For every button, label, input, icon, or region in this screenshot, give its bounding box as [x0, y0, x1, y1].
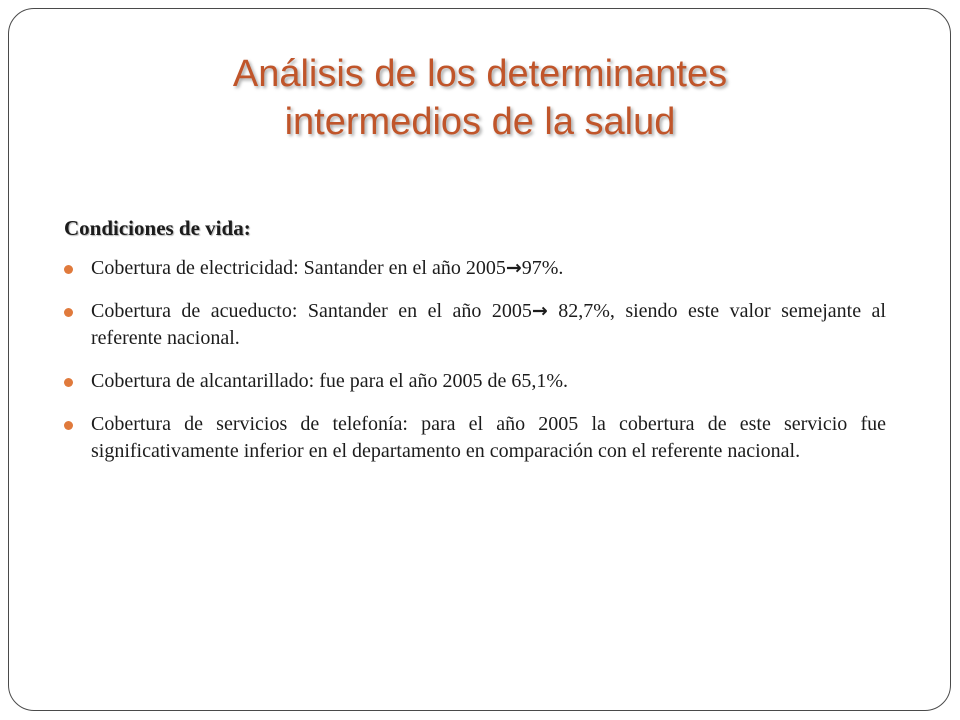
bullet-dot-icon: [64, 378, 73, 387]
bullet-list: [64, 255, 886, 465]
bullet-item-telephony: [64, 411, 886, 465]
bullet-text-after-arrow: 97%.: [521, 257, 564, 279]
section-subheading: Condiciones de vida:: [64, 216, 251, 240]
bullet-item-aqueduct: [64, 298, 886, 352]
bullet-text-before-arrow: Cobertura de acueducto: Santander en el año 2005: [91, 300, 532, 322]
title-line-2: intermedios de la salud: [284, 101, 676, 143]
slide-title: [0, 50, 960, 146]
bullet-item-sewerage: [64, 368, 886, 395]
bullet-dot-icon: [64, 421, 73, 430]
right-arrow-icon: →: [505, 257, 522, 279]
bullet-dot-icon: [64, 308, 73, 317]
bullet-dot-icon: [64, 265, 73, 274]
right-arrow-icon: →: [531, 300, 548, 322]
bullet-text-before-arrow: Cobertura de electricidad: Santander en el año 2005: [91, 257, 506, 279]
title-line-1: Análisis de los determinantes: [232, 53, 728, 95]
bullet-text: Cobertura de alcantarillado: fue para el año 2005 de 65,1%.: [91, 370, 569, 392]
bullet-item-electricity: [64, 255, 886, 282]
slide-body: [64, 214, 886, 481]
bullet-text-after-arrow: 82,7%, siendo este valor semejante al referente nacional.: [91, 300, 886, 349]
bullet-text: Cobertura de servicios de telefonía: para el año 2005 la cobertura de este servicio fue significativamente inferior en el departamento en comparación con el referente nacional.: [91, 413, 886, 462]
